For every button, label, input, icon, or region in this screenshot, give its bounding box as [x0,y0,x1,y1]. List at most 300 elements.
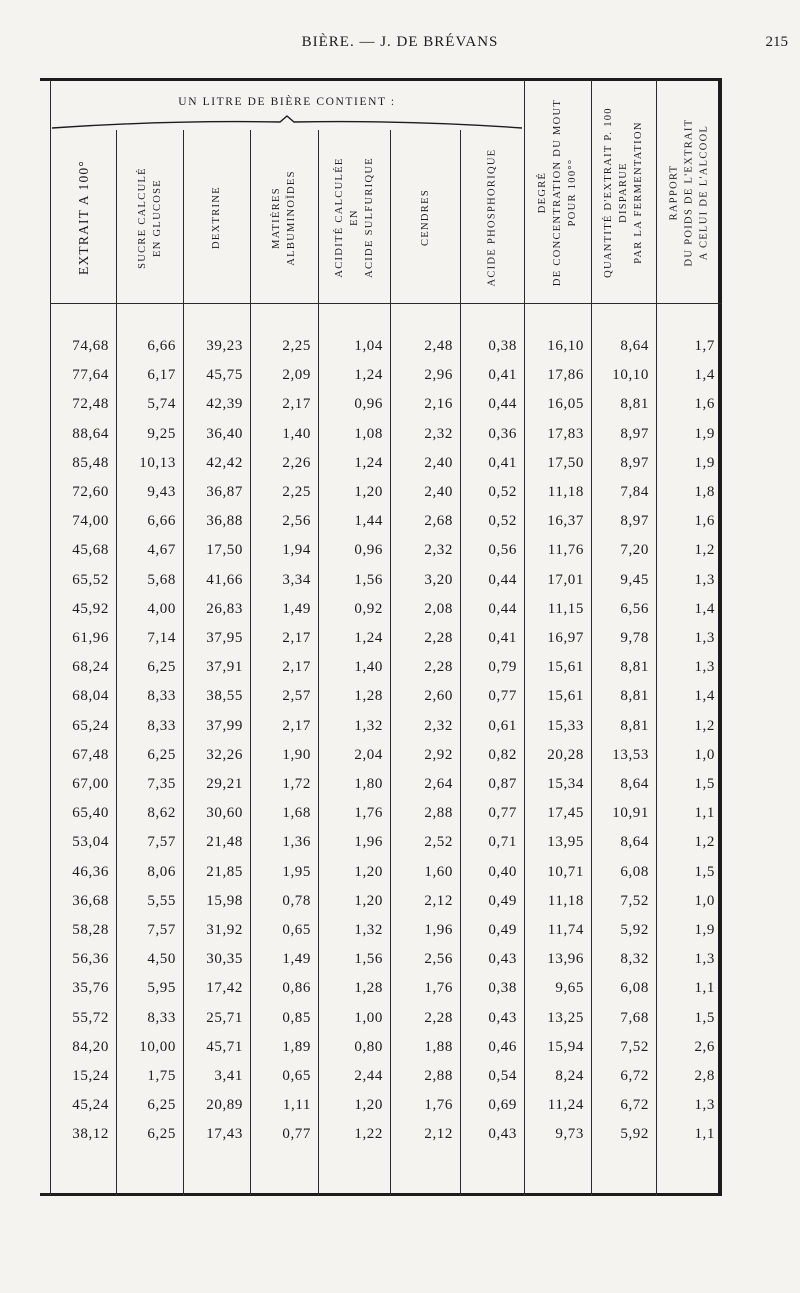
table-cell: 65,24 [72,717,109,734]
table-cell: 1,24 [354,367,383,384]
table-cell: 2,6 [694,1038,715,1055]
table-cell: 2,32 [424,717,453,734]
table-cell: 1,9 [694,454,715,471]
table-cell: 7,57 [147,834,176,851]
table-row [0,893,800,922]
table-cell: 9,43 [147,484,176,500]
table-cell: 5,95 [147,980,176,997]
table-cell: 4,00 [147,600,176,617]
table-cell: 2,92 [424,746,453,763]
table-row [0,1039,800,1068]
table-cell: 1,24 [354,630,383,646]
table-cell: 20,89 [206,1097,243,1114]
table-cell: 9,45 [620,571,649,588]
table-cell: 2,64 [424,776,453,792]
table-cell: 15,61 [547,688,584,705]
table-cell: 2,60 [424,688,453,705]
table-cell: 17,50 [206,542,243,559]
table-cell: 1,22 [354,1126,383,1143]
table-cell: 0,40 [488,863,517,880]
table-cell: 2,56 [424,951,453,968]
table-cell: 1,56 [354,951,383,968]
table-cell: 2,09 [282,367,311,384]
table-cell: 1,49 [282,951,311,968]
table-cell: 8,64 [620,834,649,851]
column-header-line: DEXTRINE [210,186,222,249]
table-cell: 1,95 [282,863,311,880]
column-header-line: EN GLUCOSE [151,178,163,257]
table-cell: 1,20 [354,892,383,909]
table-cell: 8,64 [620,338,649,354]
table-cell: 1,5 [694,776,715,792]
table-row [0,864,800,893]
table-row [0,426,800,455]
table-cell: 15,98 [206,892,243,909]
table-cell: 1,08 [354,425,383,442]
table-cell: 88,64 [72,425,109,442]
table-row [0,776,800,805]
table-cell: 8,33 [147,717,176,734]
table-cell: 1,28 [354,980,383,997]
table-cell: 10,10 [612,367,649,384]
table-cell: 1,3 [694,630,715,646]
table-cell: 2,17 [282,630,311,646]
table-row [0,338,800,367]
table-cell: 17,42 [206,980,243,997]
table-cell: 10,00 [139,1038,176,1055]
table-cell: 6,17 [147,367,176,384]
table-cell: 8,24 [555,1068,584,1084]
table-cell: 1,94 [282,542,311,559]
table-cell: 10,91 [612,805,649,822]
table-cell: 42,39 [206,396,243,413]
table-cell: 16,37 [547,513,584,530]
table-cell: 1,24 [354,454,383,471]
table-cell: 30,60 [206,805,243,822]
table-cell: 1,2 [694,834,715,851]
table-cell: 6,25 [147,1097,176,1114]
column-header-line: DEGRÉ [537,171,549,214]
table-cell: 0,52 [488,484,517,500]
table-cell: 39,23 [206,338,243,354]
table-cell: 1,32 [354,922,383,938]
table-row [0,572,800,601]
column-header-dextrine [183,132,250,303]
table-row [0,747,800,776]
brace-icon [50,114,524,130]
table-cell: 0,36 [488,425,517,442]
table-cell: 7,57 [147,922,176,938]
table-cell: 1,3 [694,1097,715,1114]
table-cell: 6,66 [147,513,176,530]
table-cell: 1,49 [282,600,311,617]
table-row [0,659,800,688]
table-cell: 21,85 [206,863,243,880]
column-header-degre [524,82,591,303]
table-cell: 65,40 [72,805,109,822]
table-row [0,455,800,484]
table-cell: 32,26 [206,746,243,763]
column-header-line: CENDRES [419,189,431,246]
table-cell: 77,64 [72,367,109,384]
table-cell: 1,20 [354,484,383,500]
table-row [0,484,800,513]
table-cell: 17,83 [547,425,584,442]
table-cell: 2,28 [424,659,453,676]
table-cell: 9,65 [555,980,584,997]
table-cell: 1,2 [694,717,715,734]
table-cell: 1,00 [354,1009,383,1026]
table-cell: 53,04 [72,834,109,851]
table-cell: 7,52 [620,892,649,909]
table-cell: 2,28 [424,1009,453,1026]
table-cell: 72,60 [72,484,109,500]
table-cell: 5,55 [147,892,176,909]
table-cell: 36,68 [72,892,109,909]
table-cell: 13,96 [547,951,584,968]
table-cell: 26,83 [206,600,243,617]
table-cell: 0,43 [488,1009,517,1026]
table-cell: 1,96 [424,922,453,938]
table-cell: 6,72 [620,1097,649,1114]
table-cell: 6,72 [620,1068,649,1084]
table-cell: 16,05 [547,396,584,413]
table-cell: 15,94 [547,1038,584,1055]
table-cell: 67,48 [72,746,109,763]
table-cell: 15,33 [547,717,584,734]
table-cell: 38,55 [206,688,243,705]
table-cell: 2,88 [424,1068,453,1084]
table-cell: 6,08 [620,863,649,880]
table-cell: 8,64 [620,776,649,792]
table-cell: 2,08 [424,600,453,617]
table-cell: 0,46 [488,1038,517,1055]
table-cell: 0,56 [488,542,517,559]
table-cell: 1,88 [424,1038,453,1055]
table-cell: 84,20 [72,1038,109,1055]
table-cell: 45,68 [72,542,109,559]
table-cell: 2,26 [282,454,311,471]
table-cell: 35,76 [72,980,109,997]
table-cell: 13,25 [547,1009,584,1026]
table-cell: 30,35 [206,951,243,968]
table-cell: 9,78 [620,630,649,646]
table-cell: 37,95 [206,630,243,646]
table-cell: 2,88 [424,805,453,822]
table-cell: 1,68 [282,805,311,822]
table-cell: 2,17 [282,717,311,734]
table-cell: 6,25 [147,659,176,676]
table-cell: 1,76 [424,1097,453,1114]
table-cell: 11,74 [547,922,584,938]
table-cell: 1,5 [694,863,715,880]
table-row [0,601,800,630]
table-cell: 8,81 [620,659,649,676]
table-cell: 9,25 [147,425,176,442]
table-row [0,922,800,951]
table-cell: 85,48 [72,454,109,471]
table-cell: 7,20 [620,542,649,559]
table-cell: 1,5 [694,1009,715,1026]
table-cell: 7,68 [620,1009,649,1026]
table-cell: 1,20 [354,863,383,880]
table-cell: 1,2 [694,542,715,559]
table-cell: 2,17 [282,659,311,676]
table-cell: 8,97 [620,425,649,442]
table-cell: 1,40 [354,659,383,676]
table-cell: 15,34 [547,776,584,792]
table-cell: 0,38 [488,980,517,997]
table-cell: 4,50 [147,951,176,968]
table-cell: 36,88 [206,513,243,530]
table-cell: 0,92 [354,600,383,617]
table-cell: 0,69 [488,1097,517,1114]
table-cell: 0,44 [488,396,517,413]
column-header-sucre [116,132,183,303]
table-cell: 1,96 [354,834,383,851]
table-cell: 1,1 [694,805,715,822]
table-cell: 37,99 [206,717,243,734]
table-cell: 0,79 [488,659,517,676]
table-cell: 0,54 [488,1068,517,1084]
table-cell: 1,11 [282,1097,311,1114]
table-cell: 0,41 [488,367,517,384]
table-cell: 8,97 [620,454,649,471]
table-cell: 1,3 [694,571,715,588]
table-cell: 1,32 [354,717,383,734]
table-cell: 1,75 [147,1068,176,1084]
table-cell: 9,73 [555,1126,584,1143]
table-cell: 0,44 [488,600,517,617]
table-cell: 11,24 [547,1097,584,1114]
table-cell: 8,33 [147,1009,176,1026]
table-cell: 17,50 [547,454,584,471]
table-row [0,1126,800,1155]
table-cell: 1,76 [424,980,453,997]
group-header: UN LITRE DE BIÈRE CONTIENT : [178,96,396,108]
table-cell: 6,66 [147,338,176,354]
table-row [0,834,800,863]
table-row [0,542,800,571]
table-cell: 5,74 [147,396,176,413]
table-cell: 1,7 [694,338,715,354]
table-cell: 0,65 [282,1068,311,1084]
table-cell: 2,28 [424,630,453,646]
header-rule [50,303,722,304]
table-cell: 11,18 [547,892,584,909]
table-cell: 10,13 [139,454,176,471]
table-cell: 0,49 [488,922,517,938]
table-cell: 8,81 [620,717,649,734]
column-header-line: DE CONCENTRATION DU MOUT [552,98,564,287]
table-cell: 2,16 [424,396,453,413]
table-cell: 0,86 [282,980,311,997]
table-cell: 1,36 [282,834,311,851]
table-cell: 1,8 [694,484,715,500]
table-cell: 8,81 [620,396,649,413]
table-cell: 0,43 [488,1126,517,1143]
table-cell: 1,4 [694,688,715,705]
table-cell: 3,41 [214,1068,243,1084]
table-cell: 1,0 [694,746,715,763]
table-cell: 36,87 [206,484,243,500]
column-header-line: ACIDE SULFURIQUE [363,157,375,278]
table-cell: 1,76 [354,805,383,822]
column-header-matieres [250,132,318,303]
table-cell: 2,57 [282,688,311,705]
column-header-line: DISPARUE [618,162,629,223]
table-cell: 37,91 [206,659,243,676]
column-header-quantite [591,82,656,303]
table-cell: 1,28 [354,688,383,705]
table-cell: 0,96 [354,542,383,559]
table-cell: 16,10 [547,338,584,354]
table-cell: 45,75 [206,367,243,384]
table-cell: 0,43 [488,951,517,968]
table-cell: 2,25 [282,338,311,354]
table-cell: 31,92 [206,922,243,938]
table-cell: 68,04 [72,688,109,705]
table-row [0,630,800,659]
table-cell: 68,24 [72,659,109,676]
table-cell: 1,0 [694,892,715,909]
table-cell: 2,32 [424,542,453,559]
table-row [0,1068,800,1097]
table-cell: 15,24 [72,1068,109,1084]
table-cell: 11,18 [547,484,584,500]
table-cell: 0,71 [488,834,517,851]
table-cell: 1,4 [694,600,715,617]
table-cell: 1,4 [694,367,715,384]
table-row [0,980,800,1009]
table-cell: 2,17 [282,396,311,413]
table-cell: 0,78 [282,892,311,909]
column-header-extrait [50,132,116,303]
table-cell: 1,6 [694,396,715,413]
table-cell: 5,92 [620,1126,649,1143]
table-cell: 46,36 [72,863,109,880]
table-cell: 1,3 [694,659,715,676]
table-cell: 1,72 [282,776,311,792]
table-cell: 0,52 [488,513,517,530]
table-cell: 13,95 [547,834,584,851]
page-number: 215 [765,34,788,50]
table-cell: 61,96 [72,630,109,646]
table-cell: 1,9 [694,922,715,938]
table-cell: 0,77 [488,688,517,705]
column-header-line: QUANTITÉ D'EXTRAIT P. 100 [603,107,614,278]
table-cell: 1,20 [354,1097,383,1114]
table-cell: 8,06 [147,863,176,880]
table-cell: 2,32 [424,425,453,442]
table-cell: 58,28 [72,922,109,938]
column-header-line: EXTRAIT A 100° [75,160,91,275]
table-cell: 11,15 [547,600,584,617]
table-cell: 8,97 [620,513,649,530]
table-cell: 7,52 [620,1038,649,1055]
table-row [0,1010,800,1039]
column-header-rapport [656,82,722,303]
table-cell: 8,62 [147,805,176,822]
table-cell: 6,56 [620,600,649,617]
table-row [0,951,800,980]
table-cell: 2,8 [694,1068,715,1084]
column-header-line: A CELUI DE L'ALCOOL [698,124,710,261]
table-cell: 36,40 [206,425,243,442]
table-cell: 8,32 [620,951,649,968]
column-header-line: PAR LA FERMENTATION [633,121,644,264]
table-cell: 2,12 [424,892,453,909]
table-cell: 1,80 [354,776,383,792]
table-cell: 1,9 [694,425,715,442]
table-cell: 20,28 [547,746,584,763]
column-header-line: ACIDITÉ CALCULÉE [333,157,345,278]
table-cell: 74,00 [72,513,109,530]
table-cell: 7,14 [147,630,176,646]
table-cell: 17,43 [206,1126,243,1143]
column-header-line: SUCRE CALCULÉ [136,166,148,269]
table-cell: 2,40 [424,454,453,471]
table-cell: 13,53 [612,746,649,763]
table-cell: 2,25 [282,484,311,500]
column-header-acidite [318,132,390,303]
table-cell: 17,01 [547,571,584,588]
table-cell: 8,33 [147,688,176,705]
table-cell: 16,97 [547,630,584,646]
column-header-line: RAPPORT [668,164,680,221]
table-cell: 2,40 [424,484,453,500]
table-cell: 8,81 [620,688,649,705]
table-cell: 45,24 [72,1097,109,1114]
table-cell: 0,77 [488,805,517,822]
table-cell: 67,00 [72,776,109,792]
table-cell: 0,96 [354,396,383,413]
column-header-line: DU POIDS DE L'EXTRAIT [683,118,695,267]
column-header-line: EN [348,209,360,226]
table-cell: 29,21 [206,776,243,792]
table-cell: 1,1 [694,1126,715,1143]
table-row [0,688,800,717]
table-row [0,513,800,542]
table-cell: 2,52 [424,834,453,851]
column-header-acide_phos [460,132,524,303]
table-cell: 74,68 [72,338,109,354]
table-cell: 3,34 [282,571,311,588]
table-cell: 0,85 [282,1009,311,1026]
table-cell: 1,40 [282,425,311,442]
table-cell: 0,87 [488,776,517,792]
column-header-line: ACIDE PHOSPHORIQUE [486,148,498,287]
table-cell: 4,67 [147,542,176,559]
table-cell: 0,38 [488,338,517,354]
table-cell: 0,44 [488,571,517,588]
table-cell: 72,48 [72,396,109,413]
running-head [0,34,800,58]
table-cell: 1,3 [694,951,715,968]
table-cell: 1,89 [282,1038,311,1055]
table-cell: 3,20 [424,571,453,588]
table-row [0,1097,800,1126]
column-header-line: POUR 100°° [567,158,579,227]
table-cell: 1,56 [354,571,383,588]
table-cell: 10,71 [547,863,584,880]
table-cell: 0,49 [488,892,517,909]
table-cell: 1,60 [424,863,453,880]
table-cell: 65,52 [72,571,109,588]
table-cell: 25,71 [206,1009,243,1026]
table-cell: 55,72 [72,1009,109,1026]
table-cell: 38,12 [72,1126,109,1143]
